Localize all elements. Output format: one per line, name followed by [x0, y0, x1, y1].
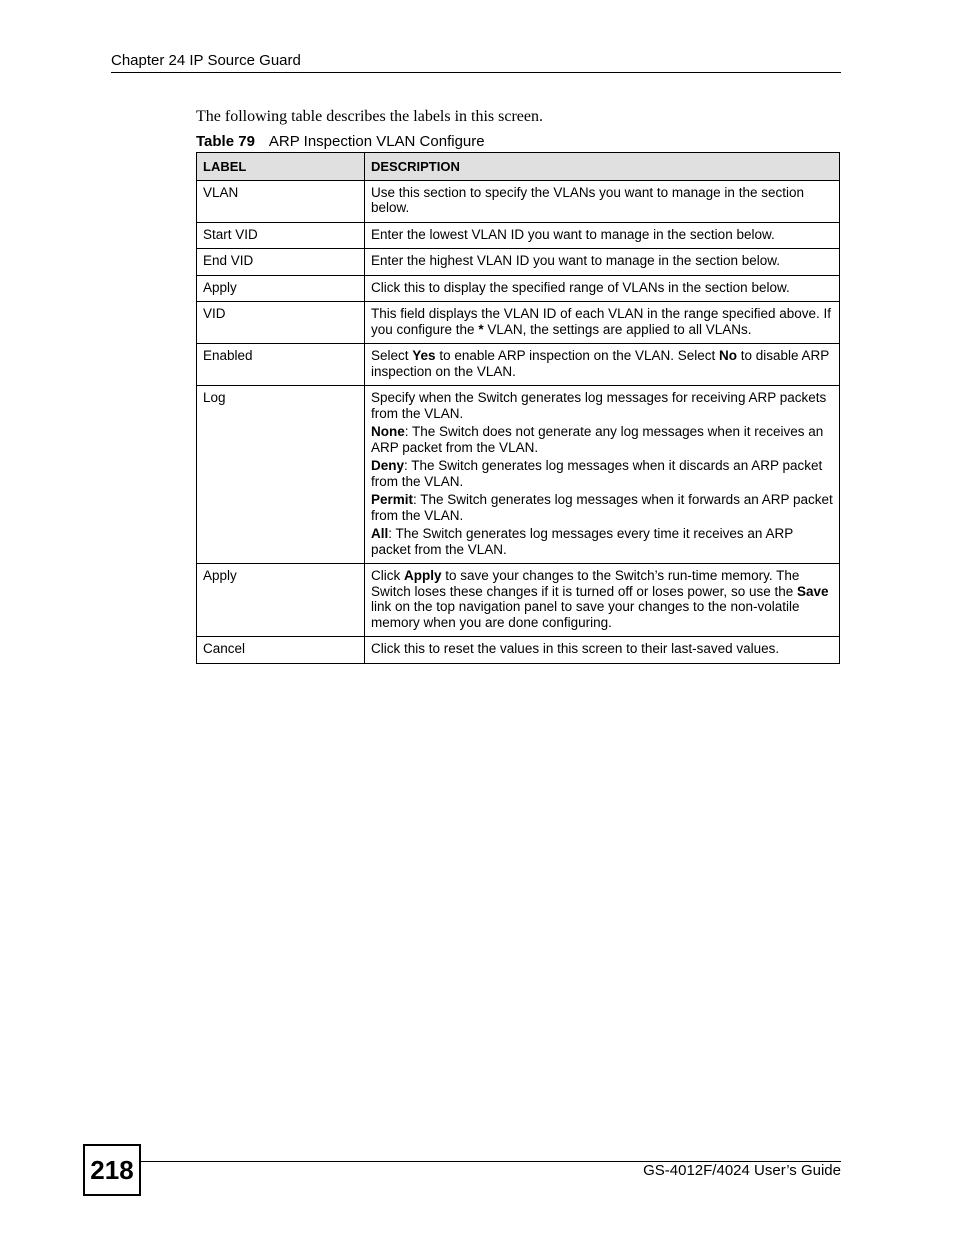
table-title: ARP Inspection VLAN Configure	[268, 133, 485, 150]
table-row	[197, 386, 840, 564]
table-header-row	[197, 153, 840, 181]
table-row	[197, 180, 840, 222]
description-paragraph	[371, 185, 833, 216]
row-description	[365, 180, 840, 222]
text-run: Use this section to specify the VLANs you want to manage in the section below.	[371, 184, 804, 215]
text-run: link on the top navigation panel to save your changes to the non-volatile memory when you are done configuring.	[371, 599, 800, 630]
text-run: : The Switch generates log messages when it discards an ARP packet from the VLAN.	[371, 458, 823, 489]
description-paragraph	[371, 390, 833, 421]
description-paragraph	[371, 280, 833, 296]
table-row	[197, 275, 840, 302]
row-description	[365, 637, 840, 664]
table-row	[197, 564, 840, 637]
bold-term: Save	[796, 583, 829, 599]
text-run: to enable ARP inspection on the VLAN. Select	[435, 348, 719, 363]
text-run: Enter the highest VLAN ID you want to manage in the section below.	[371, 253, 780, 268]
text-run: Click	[371, 568, 404, 583]
text-run: to save your changes to the Switch’s run-time memory. The Switch loses these changes if it is turned off or loses power, so use the	[371, 568, 800, 599]
text-run: Enter the lowest VLAN ID you want to manage in the section below.	[371, 226, 775, 242]
row-label: End VID	[197, 249, 365, 276]
bold-term: Permit	[371, 492, 414, 507]
bold-term: No	[719, 348, 737, 363]
description-paragraph	[371, 424, 833, 455]
intro-text: The following table describes the labels in this screen.	[196, 108, 544, 125]
description-paragraph	[371, 348, 833, 379]
row-label: VLAN	[197, 180, 365, 222]
row-label: Cancel	[197, 637, 365, 664]
table-body	[197, 180, 840, 663]
row-description	[365, 249, 840, 276]
text-run: : The Switch generates log messages every time it receives an ARP packet from the VLAN.	[371, 526, 793, 557]
description-paragraph	[371, 306, 833, 337]
row-description	[365, 344, 840, 386]
description-paragraph	[371, 641, 833, 657]
row-description	[365, 302, 840, 344]
guide-title: GS-4012F/4024 User’s Guide	[643, 1162, 841, 1179]
description-paragraph	[371, 568, 833, 630]
row-label: VID	[197, 302, 365, 344]
row-description	[365, 275, 840, 302]
row-label: Start VID	[197, 222, 365, 249]
label-column-header: LABEL	[197, 153, 365, 181]
text-run: Click this to display the specified range of VLANs in the section below.	[371, 279, 790, 295]
row-label: Enabled	[197, 344, 365, 386]
row-label: Apply	[197, 564, 365, 637]
text-run: Select	[371, 348, 413, 363]
table-row	[197, 222, 840, 249]
row-description	[365, 386, 840, 564]
text-run: : The Switch generates log messages when it forwards an ARP packet from the VLAN.	[371, 492, 833, 523]
running-header	[111, 52, 841, 73]
bold-term: *	[478, 321, 484, 337]
page-number: 218	[83, 1144, 141, 1196]
table-row	[197, 249, 840, 276]
row-description	[365, 564, 840, 637]
row-label: Apply	[197, 275, 365, 302]
chapter-title: Chapter 24 IP Source Guard	[111, 52, 301, 69]
description-paragraph	[371, 526, 833, 557]
bold-term: Deny	[371, 458, 405, 473]
description-column-header: DESCRIPTION	[365, 153, 840, 181]
row-description	[365, 222, 840, 249]
description-paragraph	[371, 458, 833, 489]
description-paragraph	[371, 227, 833, 243]
text-run: to disable ARP inspection on the VLAN.	[371, 348, 830, 379]
row-label: Log	[197, 386, 365, 564]
table-row	[197, 344, 840, 386]
bold-term: All	[371, 526, 389, 541]
text-run: VLAN, the settings are applied to all VLANs.	[483, 321, 752, 337]
bold-term: Yes	[412, 348, 436, 363]
bold-term: None	[371, 424, 405, 439]
table-row	[197, 302, 840, 344]
bold-term: Apply	[404, 568, 442, 583]
table-caption	[196, 133, 485, 150]
text-run: Specify when the Switch generates log messages for receiving ARP packets from the VLAN.	[371, 390, 827, 421]
description-paragraph	[371, 253, 833, 269]
text-run: This field displays the VLAN ID of each VLAN in the range specified above. If you configure the	[371, 306, 832, 337]
table-number: Table 79	[196, 133, 255, 150]
text-run: : The Switch does not generate any log messages when it receives an ARP packet from the VLAN.	[371, 424, 824, 455]
description-paragraph	[371, 492, 833, 523]
table-row	[197, 637, 840, 664]
text-run: Click this to reset the values in this screen to their last-saved values.	[371, 641, 780, 656]
label-description-table	[196, 152, 840, 664]
